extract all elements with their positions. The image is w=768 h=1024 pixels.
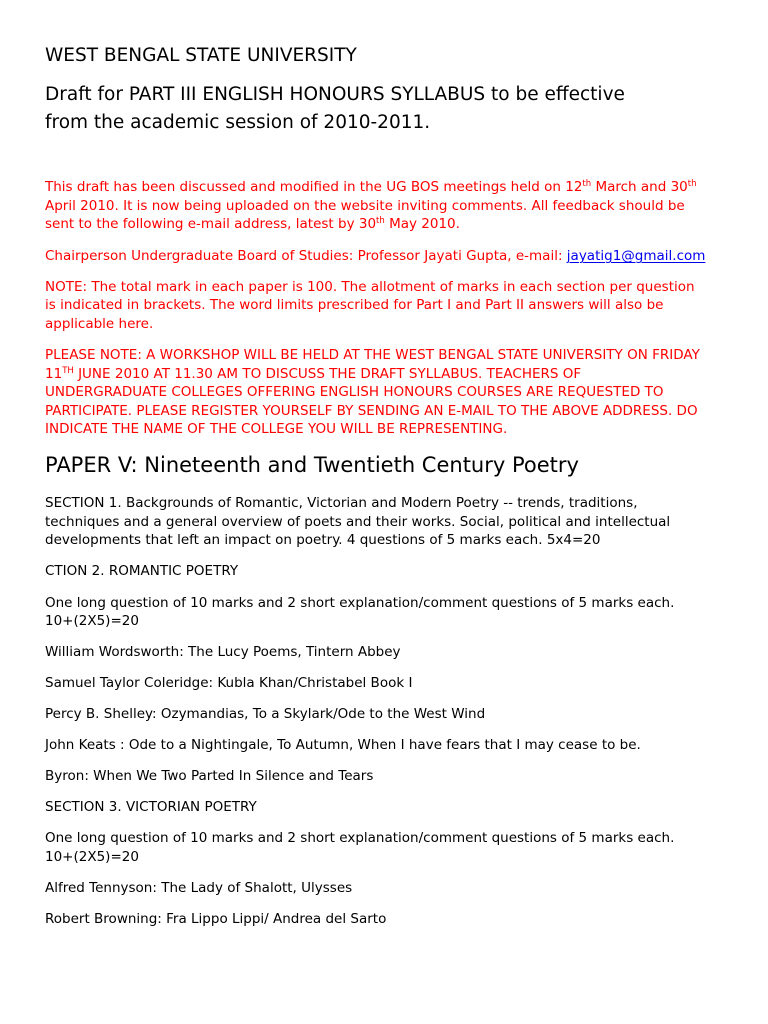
paper-title: PAPER V: Nineteenth and Twentieth Century Poetry	[45, 453, 579, 477]
workshop-note-line: UNDERGRADUATE COLLEGES OFFERING ENGLISH HONOURS COURSES ARE REQUESTED TO	[45, 384, 664, 400]
note-line: applicable here.	[45, 316, 154, 332]
syllabus-list-item: Percy B. Shelley: Ozymandias, To a Skylark/Ode to the West Wind	[45, 706, 486, 722]
workshop-note-line: 11TH JUNE 2010 AT 11.30 AM TO DISCUSS THE DRAFT SYLLABUS. TEACHERS OF	[45, 366, 582, 382]
syllabus-list-item: Robert Browning: Fra Lippo Lippi/ Andrea del Sarto	[45, 911, 387, 927]
syllabus-list-item: John Keats : Ode to a Nightingale, To Autumn, When I have fears that I may cease to be.	[45, 737, 641, 753]
section-1-line: developments that left an impact on poetry. 4 questions of 5 marks each. 5x4=20	[45, 532, 601, 548]
email-link[interactable]: jayatig1@gmail.com	[566, 248, 706, 264]
note-line: is indicated in brackets. The word limits prescribed for Part I and Part II answers will also be	[45, 297, 664, 313]
section-3-heading: SECTION 3. VICTORIAN POETRY	[45, 799, 257, 815]
university-name: WEST BENGAL STATE UNIVERSITY	[45, 45, 357, 66]
section-1-line: SECTION 1. Backgrounds of Romantic, Victorian and Modern Poetry -- trends, traditions,	[45, 495, 638, 511]
syllabus-list-item: Byron: When We Two Parted In Silence and Tears	[45, 768, 374, 784]
note-line: NOTE: The total mark in each paper is 100. The allotment of marks in each section per question	[45, 279, 695, 295]
workshop-note-line: PLEASE NOTE: A WORKSHOP WILL BE HELD AT THE WEST BENGAL STATE UNIVERSITY ON FRIDAY	[45, 347, 700, 363]
section-3-description: One long question of 10 marks and 2 short explanation/comment questions of 5 marks each.	[45, 830, 675, 846]
draft-title-line-2: from the academic session of 2010-2011.	[45, 112, 431, 133]
syllabus-list-item: Alfred Tennyson: The Lady of Shalott, Ulysses	[45, 880, 353, 896]
notice-paragraph-line: This draft has been discussed and modified in the UG BOS meetings held on 12th March and 30th	[45, 179, 697, 195]
section-2-heading: CTION 2. ROMANTIC POETRY	[45, 563, 239, 579]
section-2-description: 10+(2X5)=20	[45, 613, 139, 629]
section-3-description: 10+(2X5)=20	[45, 849, 139, 865]
draft-title-line-1: Draft for PART III ENGLISH HONOURS SYLLABUS to be effective	[45, 84, 625, 105]
syllabus-list-item: William Wordsworth: The Lucy Poems, Tintern Abbey	[45, 644, 401, 660]
notice-paragraph-line: April 2010. It is now being uploaded on the website inviting comments. All feedback should be	[45, 198, 685, 214]
chairperson-line: Chairperson Undergraduate Board of Studies: Professor Jayati Gupta, e-mail: jayatig1@gmail.com	[45, 248, 706, 264]
section-1-line: techniques and a general overview of poets and their works. Social, political and intellectual	[45, 514, 671, 530]
syllabus-list-item: Samuel Taylor Coleridge: Kubla Khan/Christabel Book I	[45, 675, 413, 691]
workshop-note-line: PARTICIPATE. PLEASE REGISTER YOURSELF BY SENDING AN E-MAIL TO THE ABOVE ADDRESS. DO	[45, 403, 698, 419]
workshop-note-line: INDICATE THE NAME OF THE COLLEGE YOU WILL BE REPRESENTING.	[45, 421, 508, 437]
notice-paragraph-line: sent to the following e-mail address, latest by 30th May 2010.	[45, 216, 460, 232]
section-2-description: One long question of 10 marks and 2 short explanation/comment questions of 5 marks each.	[45, 595, 675, 611]
